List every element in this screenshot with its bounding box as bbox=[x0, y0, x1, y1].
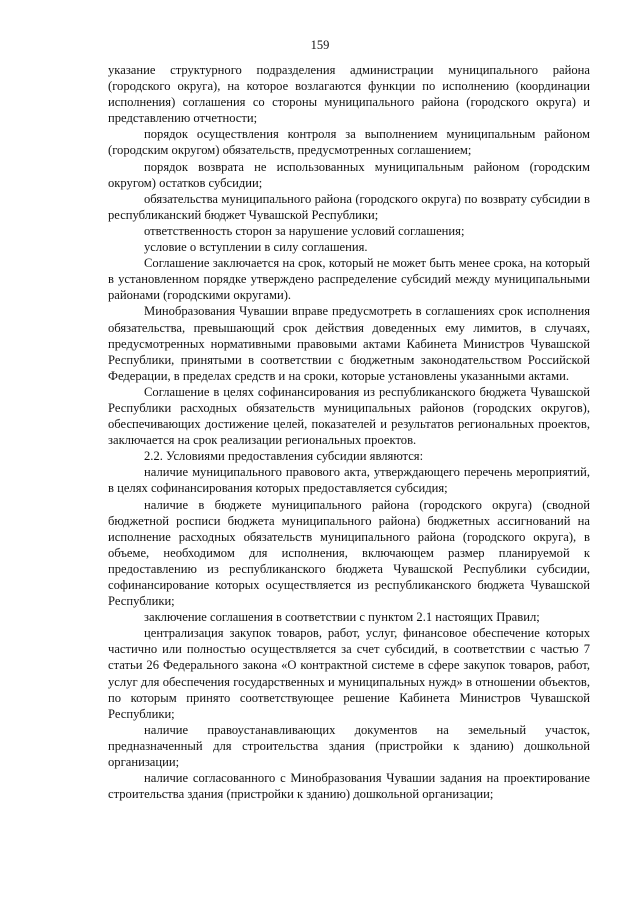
paragraph: обязательства муниципального района (городского округа) по возврату субсидии в республиканский бюджет Чувашской Республики; bbox=[108, 191, 590, 222]
paragraph: порядок возврата не использованных муниципальным районом (городским округом) остатков субсидии; bbox=[108, 159, 590, 190]
paragraph: Минобразования Чувашии вправе предусмотреть в соглашениях срок исполнения обязательства, превышающий срок действия доведенных ему лимитов, в случаях, предусмотренных нормативными правовыми актами Кабинета Министров Чувашской Республики, принятыми в соответствии с бюджетным законодательством Российской Федерации, в пределах средств и на сроки, которые установлены указанными актами. bbox=[108, 304, 590, 383]
paragraph: условие о вступлении в силу соглашения. bbox=[144, 240, 368, 255]
paragraph: ответственность сторон за нарушение условий соглашения; bbox=[144, 223, 465, 238]
paragraph: Соглашение заключается на срок, который не может быть менее срока, на который в установленном порядке утверждено распределение субсидий между муниципальными районами (городскими округами). bbox=[108, 256, 590, 303]
paragraph: порядок осуществления контроля за выполнением муниципальным районом (городским округом) обязательств, предусмотренных соглашением; bbox=[108, 127, 590, 158]
paragraph: указание структурного подразделения администрации муниципального района (городского округа), на которое возлагаются функции по исполнению (координации исполнения) соглашения со стороны муниципального района (городского округа) и представлению отчетности; bbox=[108, 63, 590, 126]
paragraph: заключение соглашения в соответствии с пунктом 2.1 настоящих Правил; bbox=[144, 610, 540, 625]
paragraph: наличие правоустанавливающих документов на земельный участок, предназначенный для строительства здания (пристройки к зданию) дошкольной организации; bbox=[108, 722, 590, 770]
paragraph: Соглашение в целях софинансирования из республиканского бюджета Чувашской Республики расходных обязательств муниципальных районов (городских округов), обеспечивающих достижение целей, показателей и результатов региональных проектов, заключается на срок реализации региональных проектов. bbox=[108, 384, 590, 448]
paragraph: наличие согласованного с Минобразования Чувашии задания на проектирование строительства здания (пристройки к зданию) дошкольной организации; bbox=[108, 771, 590, 802]
paragraph: централизация закупок товаров, работ, услуг, финансовое обеспечение которых частично или полностью осуществляется за счет субсидий, в соответствии с частью 7 статьи 26 Федерального закона «О контрактной системе в сфере закупок товаров, работ, услуг для обеспечения государственных и муниципальных нужд» в отношении объектов, по которым принято соответствующее решение Кабинета Министров Чувашской Республики; bbox=[108, 626, 590, 721]
page-number: 159 bbox=[310, 38, 330, 52]
paragraph: наличие муниципального правового акта, утверждающего перечень мероприятий, в целях софинансирования которых предоставляется субсидия; bbox=[108, 465, 590, 496]
section-heading: 2.2. Условиями предоставления субсидии являются: bbox=[144, 449, 424, 464]
document-body bbox=[108, 62, 590, 802]
paragraph: наличие в бюджете муниципального района (городского округа) (сводной бюджетной росписи бюджета муниципального района) бюджетных ассигнований на исполнение расходных обязательств муниципального района (городского округа), в объеме, необходимом для исполнения, включающем размер планируемой к предоставлению из республиканского бюджета Чувашской Республики субсидии, софинансирование которых осуществляется из республиканского бюджета Чувашской Республики; bbox=[108, 497, 590, 609]
